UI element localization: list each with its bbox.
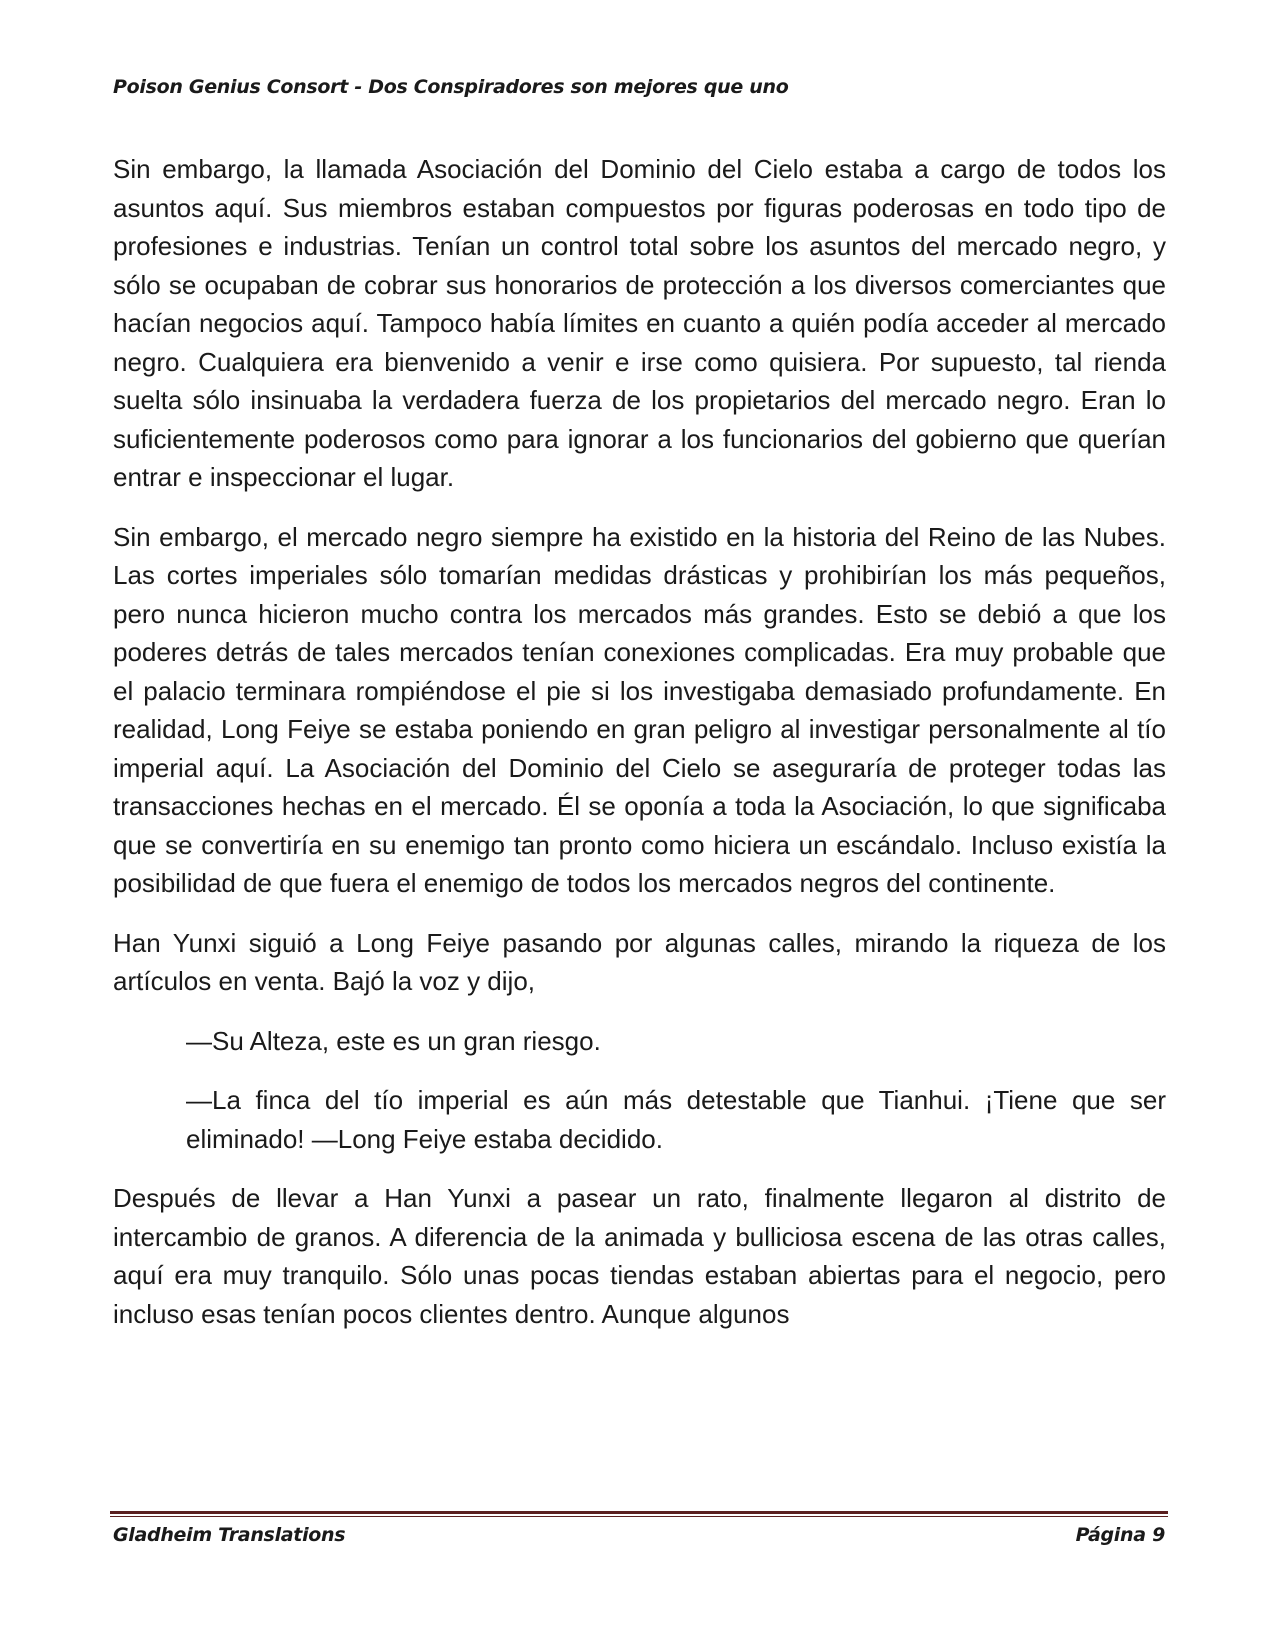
footer-page-number: Página 9 [1075,1524,1165,1546]
dialogue-line-1: —Su Alteza, este es un gran riesgo. [186,1025,601,1056]
footer-publisher: Gladheim Translations [113,1524,346,1546]
paragraph-4: Después de llevar a Han Yunxi a pasear un rato, finalmente llegaron al distrito de intercambio de granos. A diferencia de la animada y bulliciosa escena de las otras calles, aquí era muy tranquilo. Sólo unas pocas tiendas estaban abiertas para el negocio, pero incluso esas tenían pocos clientes dentro. Aunque algunos [113,1183,1166,1329]
paragraph-1: Sin embargo, la llamada Asociación del Dominio del Cielo estaba a cargo de todos los asuntos aquí. Sus miembros estaban compuestos por figuras poderosas en todo tipo de profesiones e industrias. Tenían un control total sobre los asuntos del mercado negro, y sólo se ocupaban de cobrar sus honorarios de protección a los diversos comerciantes que hacían negocios aquí. Tampoco había límites en cuanto a quién podía acceder al mercado negro. Cualquiera era bienvenido a venir e irse como quisiera. Por supuesto, tal rienda suelta sólo insinuaba la verdadera fuerza de los propietarios del mercado negro. Eran lo suficientemente poderosos como para ignorar a los funcionarios del gobierno que querían entrar e inspeccionar el lugar. [113,154,1166,492]
paragraph-2: Sin embargo, el mercado negro siempre ha existido en la historia del Reino de las Nubes. Las cortes imperiales sólo tomarían medidas drásticas y prohibirían los más pequeños, pero nunca hicieron mucho contra los mercados más grandes. Esto se debió a que los poderes detrás de tales mercados tenían conexiones complicadas. Era muy probable que el palacio terminara rompiéndose el pie si los investigaba demasiado profundamente. En realidad, Long Feiye se estaba poniendo en gran peligro al investigar personalmente al tío imperial aquí. La Asociación del Dominio del Cielo se aseguraría de proteger todas las transacciones hechas en el mercado. Él se oponía a toda la Asociación, lo que significaba que se convertiría en su enemigo tan pronto como hiciera un escándalo. Incluso existía la posibilidad de que fuera el enemigo de todos los mercados negros del continente. [113,521,1166,898]
paragraph-3: Han Yunxi siguió a Long Feiye pasando por algunas calles, mirando la riqueza de los artículos en venta. Bajó la voz y dijo, [113,927,1166,996]
footer-rule [110,1511,1168,1514]
dialogue-line-2: —La finca del tío imperial es aún más detestable que Tianhui. ¡Tiene que ser eliminado! —Long Feiye estaba decidido. [186,1085,1166,1154]
body-text [113,150,1166,1354]
footer-rule-thin [110,1516,1168,1517]
running-header: Poison Genius Consort - Dos Conspiradores son mejores que uno [113,76,789,98]
